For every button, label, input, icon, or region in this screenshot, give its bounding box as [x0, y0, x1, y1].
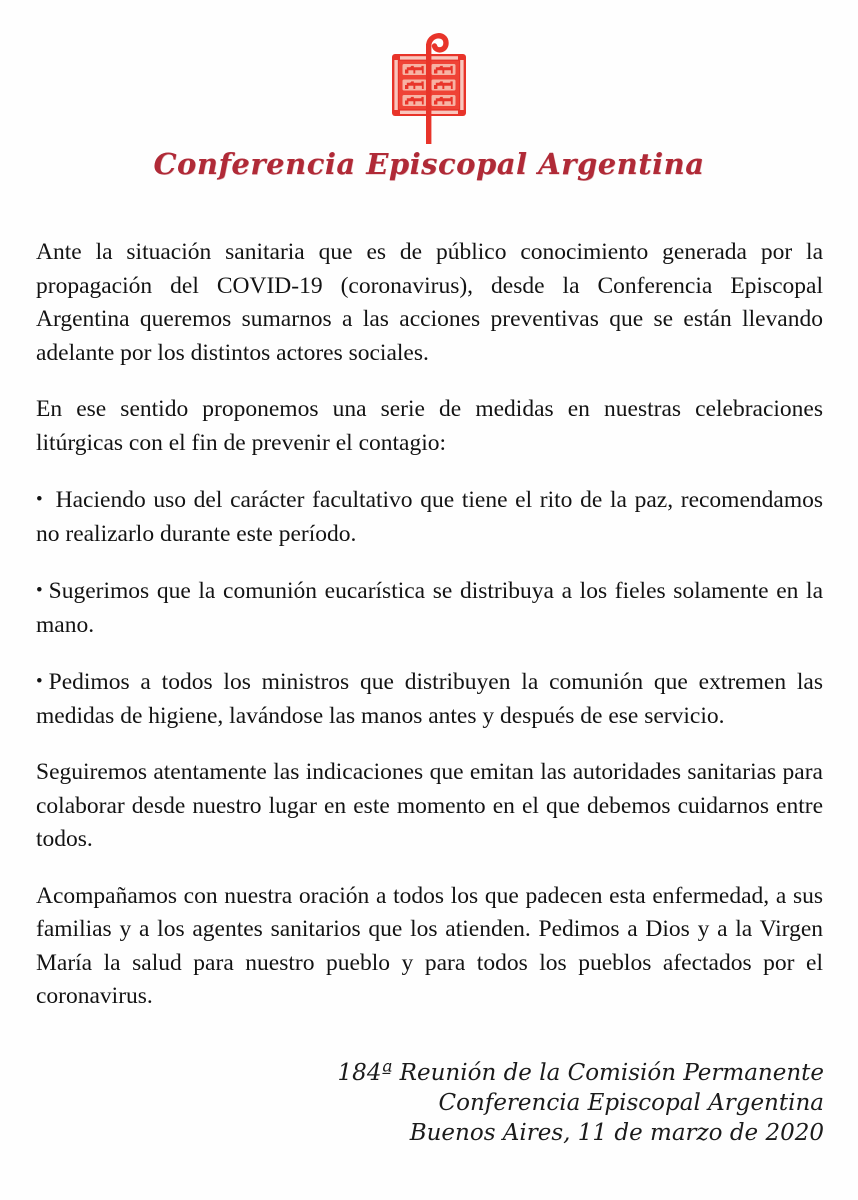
paragraph-measures-lead: En ese sentido proponemos una serie de medidas en nuestras celebraciones litúrgicas con el fin de prevenir el contagio:	[36, 396, 823, 456]
signature-place-date: Buenos Aires, 11 de marzo de 2020	[409, 1120, 824, 1146]
bullet-item-text: Pedimos a todos los ministros que distribuyen la comunión que extremen las medidas de higiene, lavándose las manos antes y después de ese servicio.	[36, 669, 823, 729]
signature-block	[304, 1058, 824, 1148]
paragraph-prayer: Acompañamos con nuestra oración a todos los que padecen esta enfermedad, a sus familias y a los agentes sanitarios que los atienden. Pedimos a Dios y a la Virgen María la salud para nuestro pueblo y para todos los pueblos afectados por el coronavirus.	[36, 882, 823, 1009]
bullet-icon: •	[36, 671, 43, 692]
organization-title: Conferencia Episcopal Argentina	[153, 147, 705, 181]
bullet-item-text: Haciendo uso del carácter facultativo que tiene el rito de la paz, recomendamos no realizarlo durante este período.	[36, 487, 823, 547]
bullet-item-peace-rite	[36, 483, 823, 551]
episcopal-crest-icon	[374, 26, 484, 144]
bullet-icon: •	[36, 580, 43, 601]
letter-body	[36, 236, 823, 1014]
signature-organization: Conferencia Episcopal Argentina	[438, 1090, 824, 1116]
paragraph-intro: Ante la situación sanitaria que es de público conocimiento generada por la propagación del COVID-19 (coronavirus), desde la Conferencia Episcopal Argentina queremos sumarnos a las acciones preventivas que se están llevando adelante por los distintos actores sociales.	[36, 239, 823, 366]
bullet-item-communion-hand	[36, 574, 823, 642]
letterhead	[0, 0, 858, 179]
bullet-icon: •	[36, 489, 43, 510]
paragraph-authorities: Seguiremos atentamente las indicaciones que emitan las autoridades sanitarias para colaborar desde nuestro lugar en este momento en el que debemos cuidarnos entre todos.	[36, 759, 823, 852]
bullet-item-text: Sugerimos que la comunión eucarística se distribuya a los fieles solamente en la mano.	[36, 578, 823, 638]
signature-meeting: 184ª Reunión de la Comisión Permanente	[337, 1060, 824, 1086]
bullet-item-minister-hygiene	[36, 665, 823, 733]
